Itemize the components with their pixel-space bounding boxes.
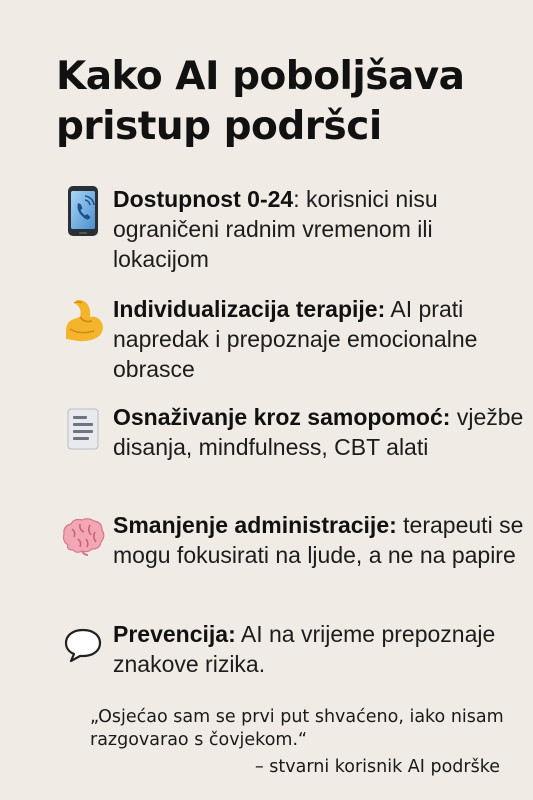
item-separator: :: [293, 186, 306, 212]
item-body: korisnici nisu ograničeni radnim vremenom ili lokacijom: [113, 186, 438, 272]
document-icon: [60, 406, 106, 452]
testimonial-quote: „Osjećao sam se prvi put shvaćeno, iako nisam razgovarao s čovjekom.“: [90, 707, 504, 750]
item-heading: Osnaživanje kroz samopomoć:: [113, 404, 451, 430]
list-item-administration: [60, 510, 526, 570]
brain-icon: [60, 514, 106, 560]
speech-bubble-icon: [60, 623, 106, 669]
list-item-prevention: [60, 619, 526, 679]
item-body: terapeuti se mogu fokusirati na ljude, a ne na papire: [113, 512, 524, 568]
item-body: AI na vrijeme prepoznaje znakove rizika.: [113, 621, 496, 677]
item-body: AI prati napredak i prepoznaje emocionalne obrasce: [113, 296, 478, 382]
mobile-phone-icon: [60, 188, 106, 234]
list-item-individualization: [60, 294, 526, 384]
testimonial-attribution: – stvarni korisnik AI podrške: [254, 757, 500, 777]
item-heading: Dostupnost 0-24: [113, 186, 294, 212]
item-heading: Smanjenje administracije:: [113, 512, 397, 538]
item-heading: Prevencija:: [113, 621, 236, 647]
list-item-self-help: [60, 402, 526, 462]
flexed-biceps-icon: [60, 298, 106, 344]
page-title: Kako AI poboljšava pristup podršci: [56, 54, 465, 149]
item-body: vježbe disanja, mindfulness, CBT alati: [113, 404, 524, 460]
list-item-availability: [60, 184, 526, 274]
item-heading: Individualizacija terapije:: [113, 296, 386, 322]
